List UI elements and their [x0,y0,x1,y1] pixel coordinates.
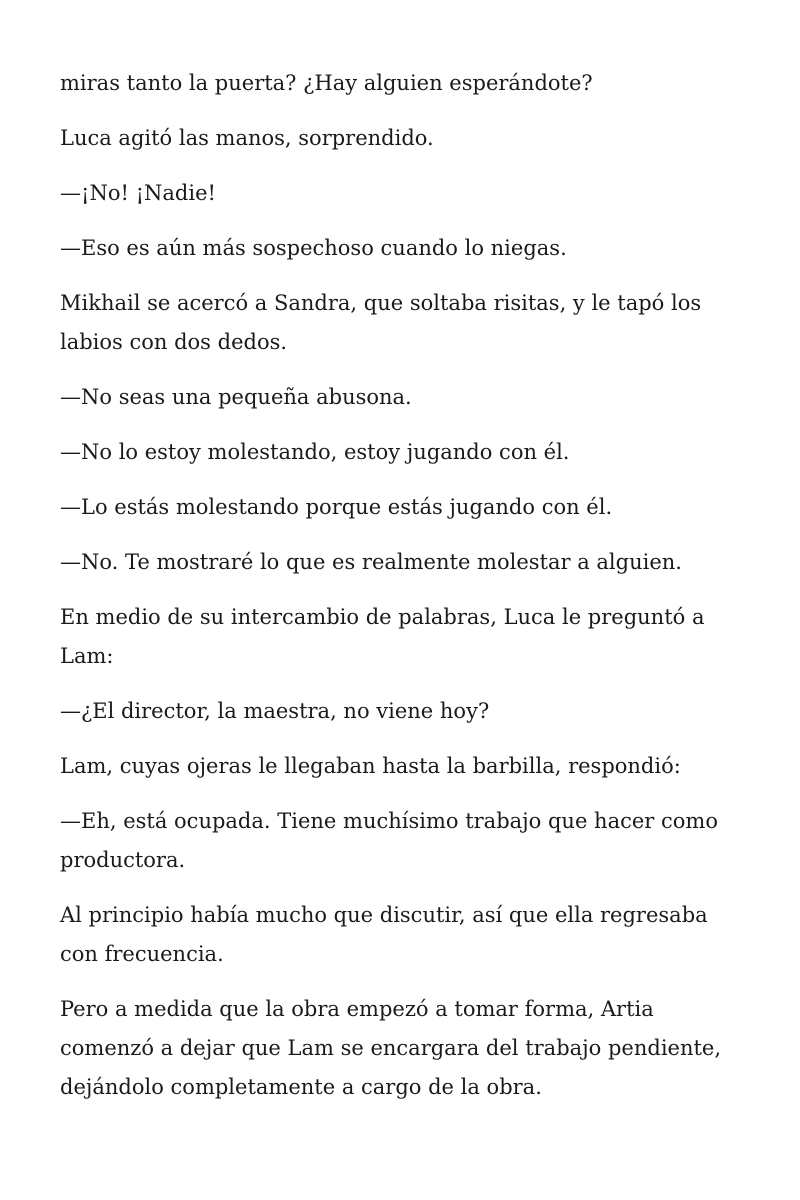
paragraph: Luca agitó las manos, sorprendido. [60,126,434,150]
paragraph: —¿El director, la maestra, no viene hoy? [60,699,490,723]
book-page [60,64,750,1123]
paragraph: Pero a medida que la obra empezó a tomar forma, Artia comenzó a dejar que Lam se encargara del trabajo pendiente, dejándolo completamente a cargo de la obra. [60,997,722,1099]
paragraph: miras tanto la puerta? ¿Hay alguien esperándote? [60,71,593,95]
paragraph: —Eso es aún más sospechoso cuando lo niegas. [60,236,567,260]
paragraph: —¡No! ¡Nadie! [60,181,216,205]
paragraph: Mikhail se acercó a Sandra, que soltaba risitas, y le tapó los labios con dos dedos. [60,291,702,354]
paragraph: Lam, cuyas ojeras le llegaban hasta la barbilla, respondió: [60,754,681,778]
paragraph: —No lo estoy molestando, estoy jugando con él. [60,440,570,464]
paragraph: Al principio había mucho que discutir, así que ella regresaba con frecuencia. [60,903,708,966]
paragraph: —Lo estás molestando porque estás jugando con él. [60,495,613,519]
paragraph: —Eh, está ocupada. Tiene muchísimo trabajo que hacer como productora. [60,809,718,872]
paragraph: —No seas una pequeña abusona. [60,385,412,409]
paragraph: En medio de su intercambio de palabras, Luca le preguntó a Lam: [60,605,705,668]
paragraph: —No. Te mostraré lo que es realmente molestar a alguien. [60,550,682,574]
